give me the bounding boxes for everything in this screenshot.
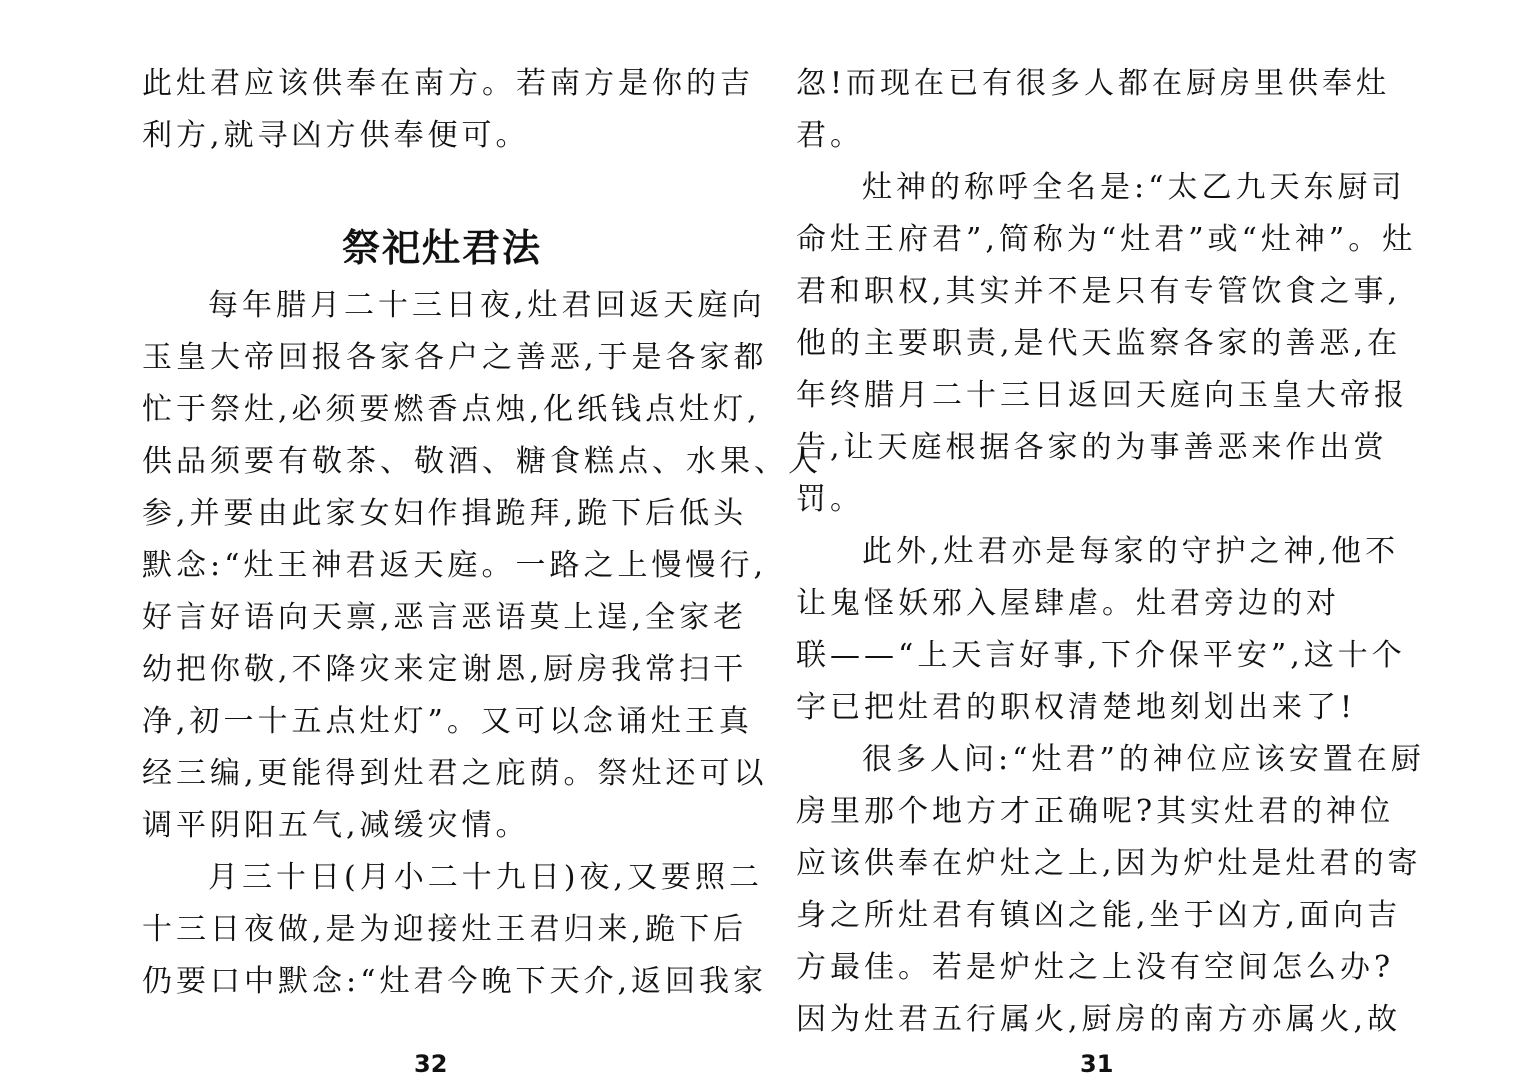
text-line: 十三日夜做,是为迎接灶王君归来,跪下后 (142, 912, 748, 947)
right-page-body (796, 58, 1425, 1046)
text-line: 君。 (796, 118, 864, 153)
text-line: 供品须要有敬茶、敬酒、糖食糕点、水果、人 (142, 444, 822, 479)
text-line: 经三编,更能得到灶君之庇荫。祭灶还可以 (142, 756, 768, 791)
text-line: 命灶王府君”,简称为“灶君”或“灶神”。灶 (796, 222, 1417, 257)
text-line: 房里那个地方才正确呢?其实灶君的神位 (796, 794, 1395, 829)
text-line: 忽!而现在已有很多人都在厨房里供奉灶 (796, 66, 1391, 101)
text-line: 幼把你敬,不降灾来定谢恩,厨房我常扫干 (142, 652, 748, 687)
text-line: 好言好语向天禀,恶言恶语莫上逞,全家老 (142, 600, 748, 635)
paragraph-first-line: 此外,灶君亦是每家的守护之神,他不 (862, 534, 1400, 569)
paragraph-first-line: 每年腊月二十三日夜,灶君回返天庭向 (208, 288, 766, 323)
text-line: 净,初一十五点灶灯”。又可以念诵灶王真 (142, 704, 753, 739)
left-page-intro (142, 58, 754, 162)
text-line: 君和职权,其实并不是只有专管饮食之事, (796, 274, 1402, 309)
text-line: 玉皇大帝回报各家各户之善恶,于是各家都 (142, 340, 768, 375)
text-line: 罚。 (796, 482, 864, 517)
page-number-right: 31 (1080, 1050, 1114, 1078)
text-line: 联——“上天言好事,下介保平安”,这十个 (796, 638, 1406, 673)
text-line: 他的主要职责,是代天监察各家的善恶,在 (796, 326, 1402, 361)
text-line: 应该供奉在炉灶之上,因为炉灶是灶君的寄 (796, 846, 1422, 881)
text-line: 年终腊月二十三日返回天庭向玉皇大帝报 (796, 378, 1408, 413)
text-line: 因为灶君五行属火,厨房的南方亦属火,故 (796, 1002, 1402, 1037)
text-line: 调平阴阳五气,减缓灾情。 (142, 808, 530, 843)
text-line: 默念:“灶王神君返天庭。一路之上慢慢行, (142, 548, 767, 583)
text-line: 忙于祭灶,必须要燃香点烛,化纸钱点灶灯, (142, 392, 761, 427)
text-line: 利方,就寻凶方供奉便可。 (142, 118, 530, 153)
left-page-body (142, 280, 822, 1008)
text-line: 仍要口中默念:“灶君今晚下天介,返回我家 (142, 964, 767, 999)
text-line: 字已把灶君的职权清楚地刻划出来了! (796, 690, 1357, 725)
text-line: 身之所灶君有镇凶之能,坐于凶方,面向吉 (796, 898, 1402, 933)
paragraph-first-line: 很多人问:“灶君”的神位应该安置在厨 (862, 742, 1425, 777)
text-line: 此灶君应该供奉在南方。若南方是你的吉 (142, 66, 754, 101)
right-page (764, 0, 1528, 1080)
text-line: 让鬼怪妖邪入屋肆虐。灶君旁边的对 (796, 586, 1340, 621)
section-heading: 祭祀灶君法 (341, 226, 542, 270)
page-number-left: 32 (414, 1050, 448, 1078)
paragraph-first-line: 月三十日(月小二十九日)夜,又要照二 (208, 860, 763, 895)
paragraph-first-line: 灶神的称呼全名是:“太乙九天东厨司 (862, 170, 1406, 205)
text-line: 参,并要由此家女妇作揖跪拜,跪下后低头 (142, 496, 748, 531)
text-line: 告,让天庭根据各家的为事善恶来作出赏 (796, 430, 1388, 465)
text-line: 方最佳。若是炉灶之上没有空间怎么办? (796, 950, 1395, 985)
